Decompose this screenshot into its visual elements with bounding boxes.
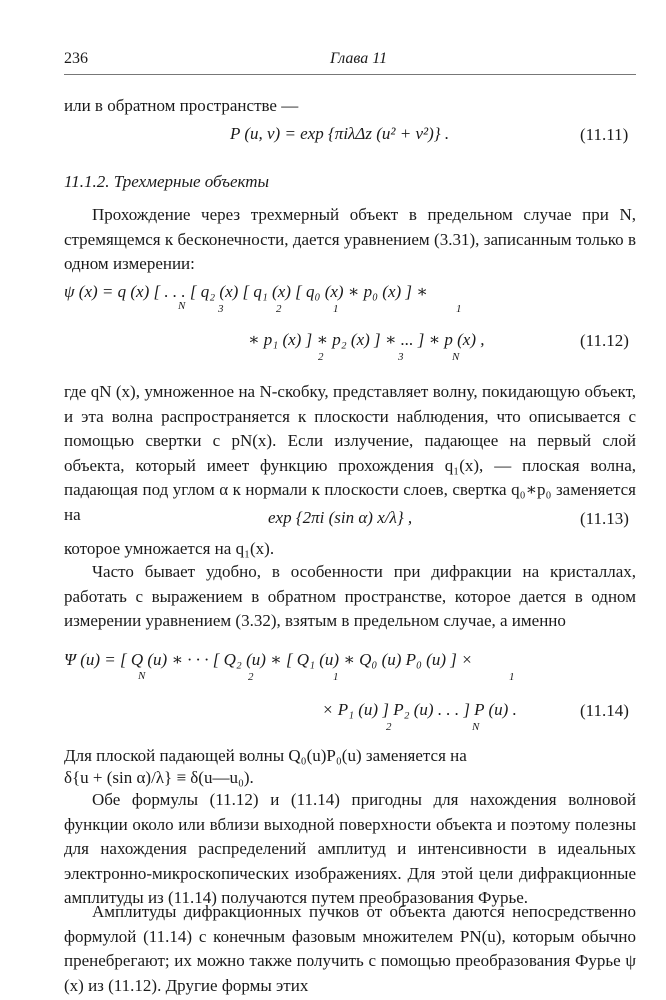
paragraph-5-line-2: δ{u + (sin α)/λ} ≡ δ(u—u₀).: [64, 768, 254, 787]
paragraph-5-line-1: Для плоской падающей волны Q₀(u)P₀(u) заменяется на: [64, 746, 467, 765]
eq-1112-subscript-2b: 2: [318, 351, 324, 363]
eq-1112-subscript-nb: N: [452, 351, 460, 363]
eq-1112-subscript-1a: 1: [333, 303, 339, 315]
equation-11-11: P (u, v) = exp {πiλΔz (u² + v²)} .: [230, 124, 450, 143]
eq-1114-subscript-1b: 1: [509, 671, 515, 683]
equation-number-11-13: (11.13): [580, 509, 629, 528]
paragraph-4: Часто бывает удобно, в особенности при дифракции на кристаллах, работать с выражением в обратном пространстве, которое дается в одном измерении уравнением (3.32), взятым в предельном случае, а именно: [64, 562, 636, 630]
paragraph-6: Обе формулы (11.12) и (11.14) пригодны для нахождения волновой функции около или вблизи выходной поверхности объекта и поэтому полезны для нахождения распределений амплитуд и интенсивности в идеальных электронно-микроскопических изображениях. Для этой цели дифракционные амплитуды из (11.14) получаются путем преобразования Фурье.: [64, 790, 636, 907]
equation-number-11-12: (11.12): [580, 331, 629, 350]
section-heading: 11.1.2. Трехмерные объекты: [64, 172, 270, 191]
equation-number-11-11: (11.11): [580, 125, 629, 144]
eq-1114-subscript-2: 2: [248, 671, 254, 683]
equation-11-14-line-1: Ψ (u) = [ Q (u) ∗ · · · [ Q₂ (u) ∗ [ Q₁ (u) ∗ Q₀ (u) P₀ (u) ] ×: [64, 650, 473, 669]
eq-1112-subscript-1b: 1: [456, 303, 462, 315]
equation-11-12-line-1: ψ (x) = q (x) [ . . . [ q₂ (x) [ q₁ (x) [ q₀ (x) ∗ p₀ (x) ] ∗: [64, 282, 428, 301]
paragraph-2: где qN (x), умноженное на N-скобку, представляет волну, покидающую объект, и эта волна распространяется к плоскости наблюдения, что описывается с помощью свертки с pN(x). Если излучение, падающее на первый слой объекта, который имеет функцию прохождения q₁(x), — плоская волна, падающая под углом α к нормали к плоскости слоев, свертка q₀∗p₀ заменяется на: [64, 382, 636, 524]
page-number: 236: [64, 50, 88, 67]
eq-1112-subscript-3: 3: [218, 303, 224, 315]
equation-11-13: exp {2πi (sin α) x/λ} ,: [268, 508, 413, 527]
header-rule: [64, 74, 636, 75]
equation-11-14-line-2: × P₁ (u) ] P₂ (u) . . . ] P (u) .: [322, 700, 517, 719]
eq-1114-subscript-1a: 1: [333, 671, 339, 683]
eq-1112-subscript-n: N: [178, 300, 186, 312]
paragraph-7: Амплитуды дифракционных пучков от объекта даются непосредственно формулой (11.14) с конечным фазовым множителем PN(u), которым обычно пренебрегают; их можно также получить с помощью преобразования Фурье ψ (x) из (11.12). Другие формы этих: [64, 902, 636, 995]
paragraph-1: Прохождение через трехмерный объект в предельном случае при N, стремящемся к бесконечности, дается уравнением (3.31), записанным только в одном измерении:: [64, 205, 636, 273]
equation-number-11-14: (11.14): [580, 701, 629, 720]
equation-11-12-line-2: ∗ p₁ (x) ] ∗ p₂ (x) ] ∗ ... ] ∗ p (x) ,: [248, 330, 485, 349]
eq-1114-subscript-2b: 2: [386, 721, 392, 733]
paragraph-3: которое умножается на q₁(x).: [64, 539, 275, 558]
eq-1112-subscript-3b: 3: [398, 351, 404, 363]
running-head: Глава 11: [330, 50, 388, 67]
eq-1114-subscript-n: N: [138, 670, 146, 682]
eq-1114-subscript-nb: N: [472, 721, 480, 733]
eq-1112-subscript-2: 2: [276, 303, 282, 315]
intro-line: или в обратном пространстве —: [64, 96, 299, 115]
